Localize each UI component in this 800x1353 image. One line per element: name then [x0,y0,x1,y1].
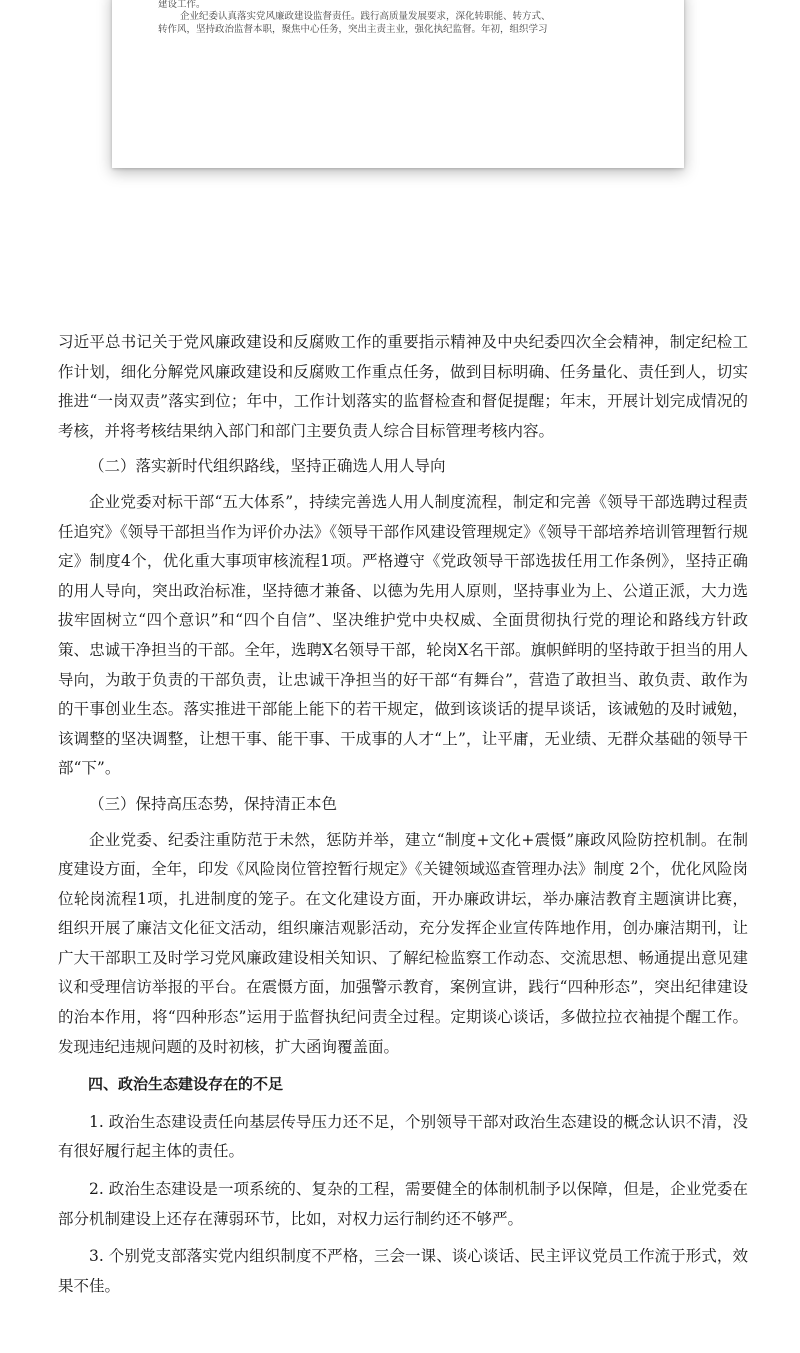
subheading-3: （三）保持高压态势，保持清正本色 [89,794,338,813]
paragraph-3: 企业党委、纪委注重防范于未然，惩防并举，建立“制度+文化+震慑”廉政风险防控机制。在制度建设方面，全年，印发《风险岗位管控暂行规定》《关键领域巡查管理办法》制度 2个，优化风险岗位轮岗流程1项，扎进制度的笼子。在文化建设方面，开办廉政讲坛，举办廉洁教育主题演讲比赛，组织开展了廉洁文化征文活动，组织廉洁观影活动，充分发挥企业宣传阵地作用，创办廉洁期刊，让广大干部职工及时学习党风廉政建设相关知识、了解纪检监察工作动态、交流思想、畅通提出意见建议和受理信访举报的平台。在震慑方面，加强警示教育，案例宣讲，践行“四种形态”，突出纪律建设的治本作用，将“四种形态”运用于监督执纪问责全过程。定期谈心谈话，多做拉拉衣袖提个醒工作。发现违纪违规问题的及时初核，扩大函询覆盖面。 [58,830,748,1056]
intro-paragraph: 习近平总书记关于党风廉政建设和反腐败工作的重要指示精神及中央纪委四次全会精神，制定纪检工作计划，细化分解党风廉政建设和反腐败工作重点任务，做到目标明确、任务量化、责任到人，切实推进“一岗双责”落实到位；年中，工作计划落实的监督检查和督促提醒；年末，开展计划完成情况的考核，并将考核结果纳入部门和部门主要负责人综合目标管理考核内容。 [58,333,748,440]
preview-line-1: 企业纪委认真落实党风廉政建设监督责任。践行高质量发展要求，深化转职能、转方式、 [180,11,551,22]
preview-line-2: 转作风，坚持政治监督本职，聚焦中心任务，突出主责主业，强化执纪监督。年初，组织学习 [158,24,548,35]
deficiency-item-2: 2. 政治生态建设是一项系统的、复杂的工程，需要健全的体制机制予以保障，但是，企业党委在部分机制建设上还存在薄弱环节，比如，对权力运行制约还不够严。 [58,1180,748,1228]
deficiency-item-1: 1. 政治生态建设责任向基层传导压力还不足，个别领导干部对政治生态建设的概念认识不清，没有很好履行起主体的责任。 [58,1112,748,1161]
subheading-2: （二）落实新时代组织路线，坚持正确选人用人导向 [89,457,446,476]
document-preview-card [112,0,684,168]
section-4-title: 四、政治生态建设存在的不足 [88,1075,284,1094]
preview-top-line: 建设工作。 [158,0,206,10]
document-body [58,328,748,1301]
paragraph-2: 企业党委对标干部“五大体系”，持续完善选人用人制度流程，制定和完善《领导干部选聘过程责任追究》《领导干部担当作为评价办法》《领导干部作风建设管理规定》《领导干部培养培训管理暂行规定》制度4个，优化重大事项审核流程1项。严格遵守《党政领导干部选拔任用工作条例》，坚持正确的用人导向，突出政治标准，坚持德才兼备、以德为先用人原则，坚持事业为上、公道正派，大力选拔牢固树立“四个意识”和“四个自信”、坚决维护党中央权威、全面贯彻执行党的理论和路线方针政策、忠诚干净担当的干部。全年，选聘X名领导干部，轮岗X名干部。旗帜鲜明的坚持敢于担当的用人导向，为敢于负责的干部负责，让忠诚干净担当的好干部“有舞台”，营造了敢担当、敢负责、敢作为的干事创业生态。落实推进干部能上能下的若干规定，做到该谈话的提早谈话，该诫勉的及时诫勉，该调整的坚决调整，让想干事、能干事、干成事的人才“上”，让平庸，无业绩、无群众基础的领导干部“下”。 [58,492,748,778]
deficiency-item-3: 3. 个别党支部落实党内组织制度不严格，三会一课、谈心谈话、民主评议党员工作流于形式，效果不佳。 [58,1247,748,1295]
